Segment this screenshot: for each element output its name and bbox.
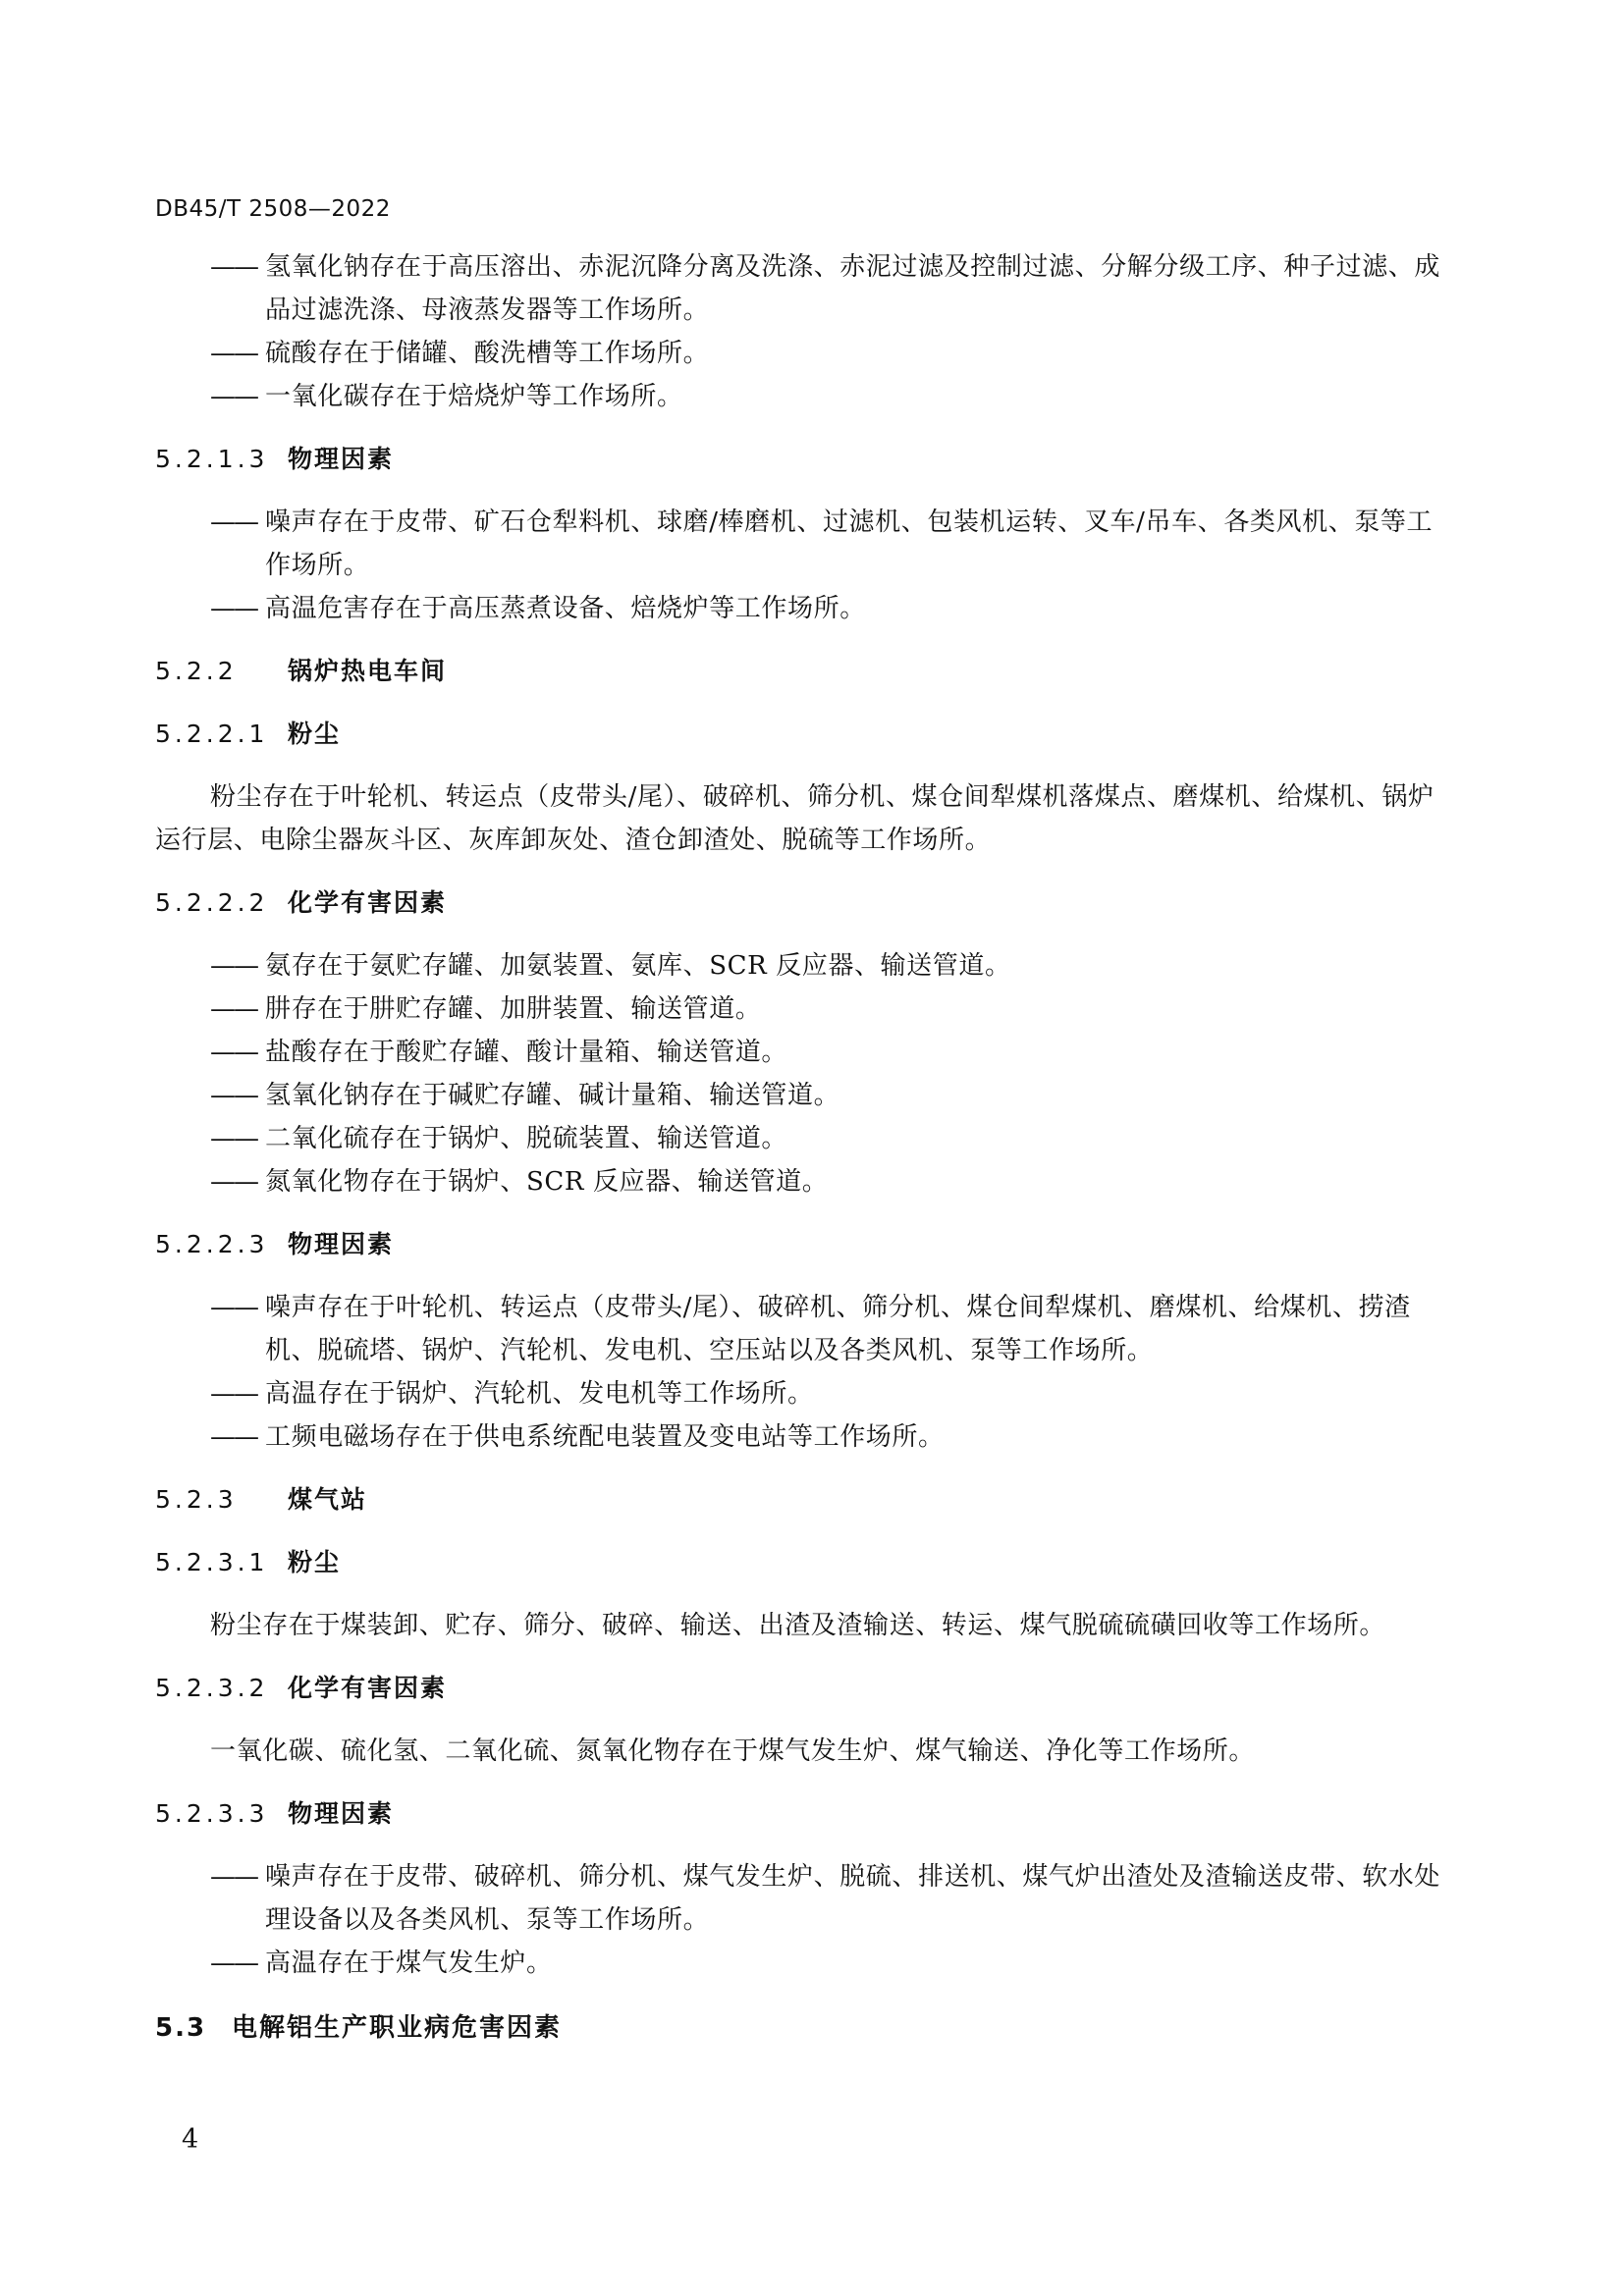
- section-number: 5.3: [155, 2013, 207, 2043]
- list-item-text: 二氧化硫存在于锅炉、脱硫装置、输送管道。: [265, 1124, 788, 1153]
- list-item-text: 高温危害存在于高压蒸煮设备、焙烧炉等工作场所。: [265, 594, 866, 623]
- dash-mark: ——: [210, 1038, 257, 1067]
- list-item-text: 噪声存在于叶轮机、转运点（皮带头/尾）、破碎机、筛分机、煤仓间犁煤机、磨煤机、给煤机、捞渣机、脱硫塔、锅炉、汽轮机、发电机、空压站以及各类风机、泵等工作场所。: [265, 1293, 1411, 1365]
- list-item: [155, 1855, 1441, 1942]
- list-item: [155, 245, 1441, 332]
- dash-mark: ——: [210, 382, 257, 411]
- section-number: 5.2.2.3: [155, 1230, 269, 1258]
- list-item-text: 盐酸存在于酸贮存罐、酸计量箱、输送管道。: [265, 1038, 788, 1067]
- list-item: [155, 1160, 1441, 1203]
- list-item-text: 噪声存在于皮带、矿石仓犁料机、球磨/棒磨机、过滤机、包装机运转、叉车/吊车、各类风机、泵等工作场所。: [265, 507, 1434, 580]
- list-item-text: 氢氧化钠存在于高压溶出、赤泥沉降分离及洗涤、赤泥过滤及控制过滤、分解分级工序、种子过滤、成品过滤洗涤、母液蒸发器等工作场所。: [265, 252, 1441, 325]
- list-item-text: 高温存在于煤气发生炉。: [265, 1949, 553, 1978]
- dash-mark: ——: [210, 507, 257, 537]
- list-item: [155, 944, 1441, 988]
- section-title: 粉尘: [288, 1548, 342, 1576]
- section-heading-5-2-3-1: [155, 1541, 1441, 1584]
- dash-mark: ——: [210, 1422, 257, 1452]
- list-item: [155, 587, 1441, 630]
- section-heading-5-2-1-3: [155, 438, 1441, 481]
- list-item: [155, 1074, 1441, 1117]
- list-item-text: 噪声存在于皮带、破碎机、筛分机、煤气发生炉、脱硫、排送机、煤气炉出渣处及渣输送皮带、软水处理设备以及各类风机、泵等工作场所。: [265, 1862, 1441, 1935]
- list-item: [155, 332, 1441, 375]
- list-item: [155, 1942, 1441, 1985]
- section-number: 5.2.2.2: [155, 888, 269, 917]
- section-heading-5-2-2: [155, 650, 1441, 693]
- dash-mark: ——: [210, 339, 257, 368]
- list-item-text: 一氧化碳存在于焙烧炉等工作场所。: [265, 382, 683, 411]
- section-title: 粉尘: [288, 720, 342, 748]
- dash-mark: ——: [210, 1081, 257, 1110]
- section-heading-5-2-3-2: [155, 1667, 1441, 1710]
- dash-mark: ——: [210, 951, 257, 981]
- section-title: 电解铝生产职业病危害因素: [232, 2013, 563, 2043]
- section-heading-5-3: [155, 2006, 1441, 2050]
- section-number: 5.2.3.3: [155, 1799, 269, 1828]
- list-item-text: 肼存在于肼贮存罐、加肼装置、输送管道。: [265, 994, 762, 1024]
- dash-mark: ——: [210, 1949, 257, 1978]
- section-heading-5-2-3-3: [155, 1792, 1441, 1836]
- section-number: 5.2.3: [155, 1485, 238, 1514]
- section-title: 煤气站: [288, 1485, 368, 1514]
- dash-mark: ——: [210, 1124, 257, 1153]
- list-item: [155, 501, 1441, 587]
- dash-mark: ——: [210, 994, 257, 1024]
- page-number: 4: [182, 2124, 199, 2155]
- dash-mark: ——: [210, 1293, 257, 1322]
- dash-mark: ——: [210, 252, 257, 282]
- dash-mark: ——: [210, 1862, 257, 1892]
- section-title: 化学有害因素: [288, 888, 448, 917]
- list-item-text: 氨存在于氨贮存罐、加氨装置、氨库、SCR 反应器、输送管道。: [265, 951, 1011, 981]
- section-number: 5.2.1.3: [155, 445, 269, 473]
- paragraph: 粉尘存在于叶轮机、转运点（皮带头/尾）、破碎机、筛分机、煤仓间犁煤机落煤点、磨煤机、给煤机、锅炉运行层、电除尘器灰斗区、灰库卸灰处、渣仓卸渣处、脱硫等工作场所。: [155, 782, 1435, 855]
- list-item-text: 硫酸存在于储罐、酸洗槽等工作场所。: [265, 339, 710, 368]
- document-code: DB45/T 2508—2022: [155, 196, 391, 222]
- list-item: [155, 1031, 1441, 1074]
- section-title: 物理因素: [288, 445, 395, 473]
- list-item: [155, 988, 1441, 1031]
- paragraph: 粉尘存在于煤装卸、贮存、筛分、破碎、输送、出渣及渣输送、转运、煤气脱硫硫磺回收等工作场所。: [210, 1611, 1386, 1640]
- section-title: 化学有害因素: [288, 1674, 448, 1702]
- section-number: 5.2.3.2: [155, 1674, 269, 1702]
- list-item-text: 工频电磁场存在于供电系统配电装置及变电站等工作场所。: [265, 1422, 945, 1452]
- paragraph: 一氧化碳、硫化氢、二氧化硫、氮氧化物存在于煤气发生炉、煤气输送、净化等工作场所。: [210, 1736, 1256, 1766]
- section-title: 物理因素: [288, 1230, 395, 1258]
- list-item-text: 高温存在于锅炉、汽轮机、发电机等工作场所。: [265, 1379, 814, 1409]
- section-number: 5.2.2: [155, 657, 238, 685]
- list-item: [155, 1372, 1441, 1415]
- section-heading-5-2-2-1: [155, 713, 1441, 756]
- section-heading-5-2-3: [155, 1478, 1441, 1522]
- list-item-text: 氢氧化钠存在于碱贮存罐、碱计量箱、输送管道。: [265, 1081, 840, 1110]
- list-item: [155, 1415, 1441, 1459]
- section-number: 5.2.2.1: [155, 720, 269, 748]
- list-item: [155, 375, 1441, 418]
- page-content: [155, 245, 1441, 2050]
- section-title: 锅炉热电车间: [288, 657, 448, 685]
- list-item: [155, 1286, 1441, 1372]
- section-heading-5-2-2-2: [155, 881, 1441, 925]
- list-item-text: 氮氧化物存在于锅炉、SCR 反应器、输送管道。: [265, 1167, 829, 1197]
- dash-mark: ——: [210, 594, 257, 623]
- dash-mark: ——: [210, 1167, 257, 1197]
- section-number: 5.2.3.1: [155, 1548, 269, 1576]
- section-heading-5-2-2-3: [155, 1223, 1441, 1266]
- section-title: 物理因素: [288, 1799, 395, 1828]
- dash-mark: ——: [210, 1379, 257, 1409]
- list-item: [155, 1117, 1441, 1160]
